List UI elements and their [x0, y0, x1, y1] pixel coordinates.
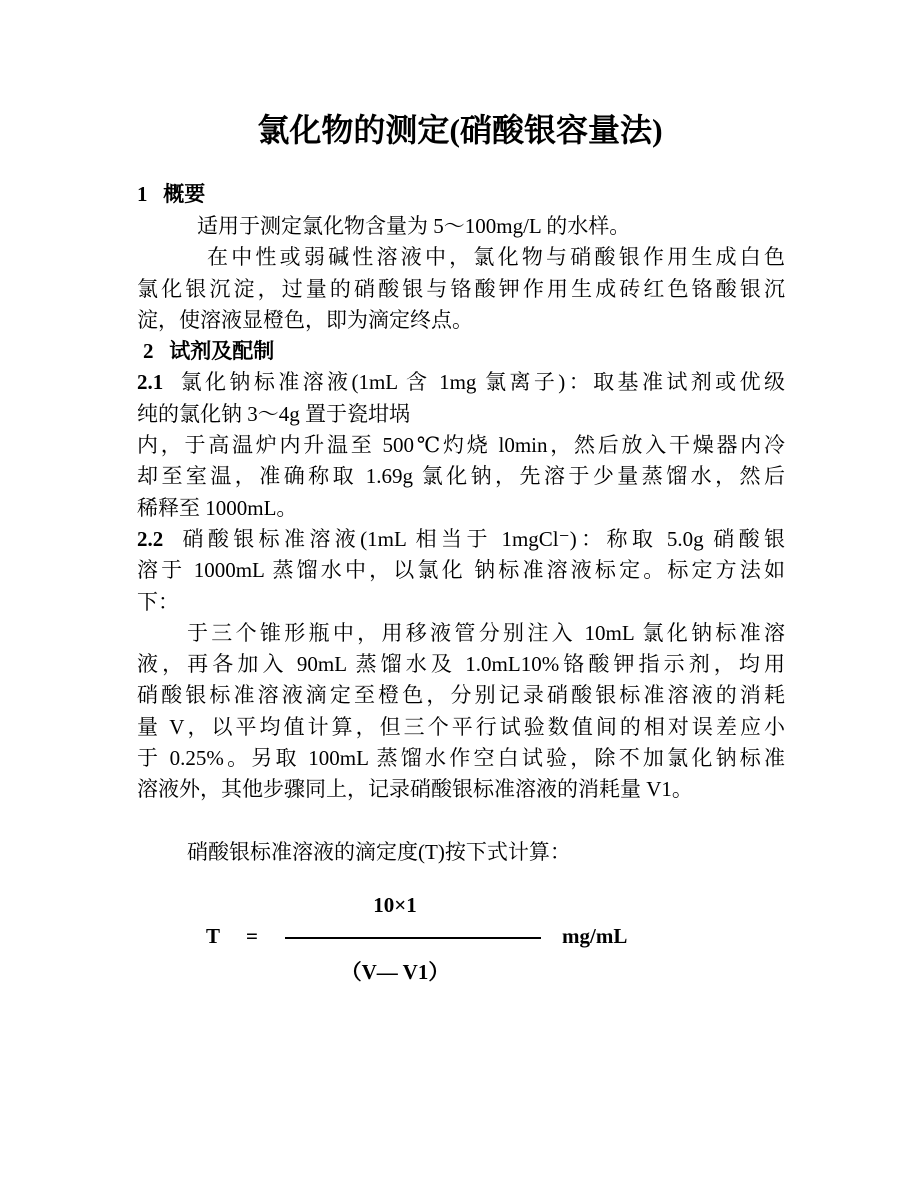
- paragraph-line: 于 0.25%。另取 100mL 蒸馏水作空白试验，除不加氯化钠标准: [137, 746, 785, 771]
- formula-denominator: （V— V1）: [340, 960, 450, 984]
- paragraph-line: [137, 367, 785, 398]
- paragraph-line: [137, 524, 785, 555]
- section-heading-overview: 1 概要: [137, 182, 206, 206]
- paragraph-line: 适用于测定氯化物含量为 5～100mg/L 的水样。: [197, 214, 631, 238]
- paragraph-line: 硝酸银标准溶液滴定至橙色，分别记录硝酸银标准溶液的消耗: [137, 683, 785, 708]
- paragraph-line: 量 V，以平均值计算，但三个平行试验数值间的相对误差应小: [137, 714, 785, 739]
- formula-unit: mg/mL: [562, 924, 628, 948]
- clause-text: 硝酸银标准溶液(1mL 相当于 1mgCl⁻)：称取 5.0g 硝酸银: [182, 526, 785, 551]
- paragraph-line: 内，于高温炉内升温至 500℃灼烧 l0min，然后放入干燥器内冷: [137, 433, 785, 458]
- paragraph-line: 却至室温，准确称取 1.69g 氯化钠，先溶于少量蒸馏水，然后: [137, 464, 785, 489]
- blank-line: [137, 806, 785, 837]
- paragraph-line: 淀，使溶液显橙色，即为滴定终点。: [137, 307, 473, 332]
- clause-number: 2.2: [137, 526, 164, 551]
- paragraph-line: 在中性或弱碱性溶液中，氯化物与硝酸银作用生成白色: [207, 245, 785, 270]
- paragraph-line: 硝酸银标准溶液的滴定度(T)按下式计算：: [187, 839, 571, 864]
- paragraph-line: 溶于 1000mL 蒸馏水中，以氯化 钠标准溶液标定。标定方法如: [137, 558, 785, 583]
- document-title: 氯化物的测定(硝酸银容量法): [257, 112, 663, 148]
- formula-numerator: 10×1: [373, 893, 417, 917]
- clause-text: 氯化钠标准溶液(1mL 含 1mg 氯离子)：取基准试剂或优级: [180, 370, 785, 395]
- paragraph-line: 纯的氯化钠 3～4g 置于瓷坩埚: [137, 401, 410, 426]
- formula-equals: =: [246, 924, 258, 948]
- section-heading-reagents: 2 试剂及配制: [143, 339, 275, 364]
- paragraph-line: 液，再各加入 90mL 蒸馏水及 1.0mL10%铬酸钾指示剂，均用: [137, 652, 785, 677]
- paragraph-line: 下：: [137, 589, 179, 614]
- paragraph-line: 稀释至 1000mL。: [137, 495, 298, 520]
- fraction-bar: [285, 937, 541, 939]
- paragraph-line: 溶液外，其他步骤同上，记录硝酸银标准溶液的消耗量 V1。: [137, 777, 693, 802]
- clause-number: 2.1: [137, 370, 164, 395]
- formula-lhs: T: [206, 924, 221, 948]
- paragraph-line: 于三个锥形瓶中，用移液管分别注入 10mL 氯化钠标准溶: [187, 620, 785, 645]
- paragraph-line: 氯化银沉淀，过量的硝酸银与铬酸钾作用生成砖红色铬酸银沉: [137, 276, 785, 301]
- document-body: [137, 178, 785, 868]
